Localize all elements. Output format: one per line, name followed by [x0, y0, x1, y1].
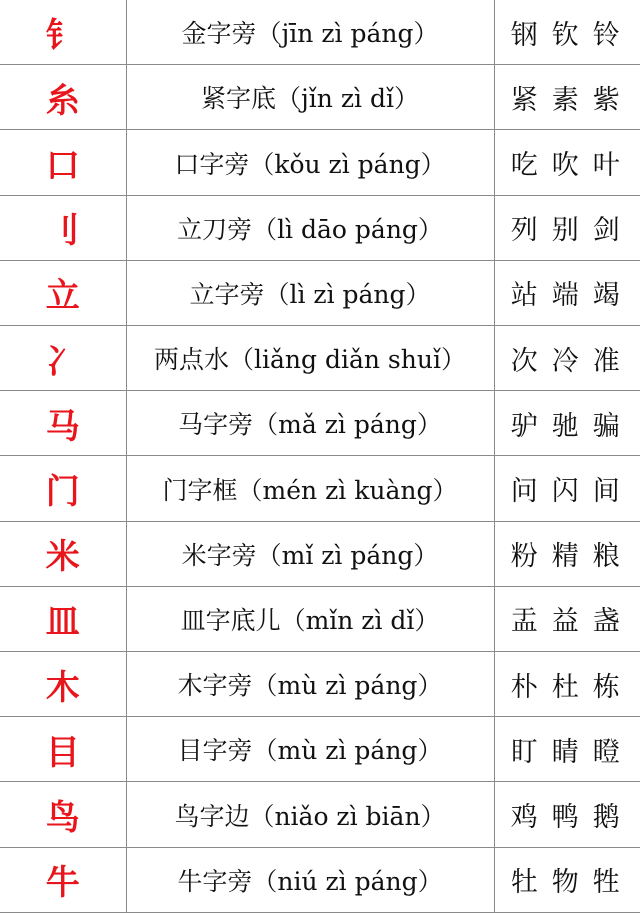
table-row — [0, 521, 640, 586]
table-row — [0, 456, 640, 521]
table-row — [0, 65, 640, 130]
radical-name-cell: 金字旁（jīn zì páng） — [126, 0, 494, 65]
table-row — [0, 652, 640, 717]
radical-name-cell: 立字旁（lì zì páng） — [126, 260, 494, 325]
radical-cell: 鸟 — [0, 782, 126, 847]
example-characters-cell: 紧素紫 — [494, 65, 640, 130]
radical-name-cell: 紧字底（jǐn zì dǐ） — [126, 65, 494, 130]
radical-cell: 门 — [0, 456, 126, 521]
table-row — [0, 0, 640, 65]
radical-cell: 木 — [0, 652, 126, 717]
example-characters-cell: 列别剑 — [494, 195, 640, 260]
example-characters-cell: 盯睛瞪 — [494, 717, 640, 782]
table-row — [0, 326, 640, 391]
radical-name-cell: 两点水（liǎng diǎn shuǐ） — [126, 326, 494, 391]
table-row — [0, 847, 640, 912]
example-characters-cell: 朴杜栋 — [494, 652, 640, 717]
radical-name-cell: 口字旁（kǒu zì páng） — [126, 130, 494, 195]
example-characters-cell: 盂益盏 — [494, 586, 640, 651]
radical-name-cell: 立刀旁（lì dāo páng） — [126, 195, 494, 260]
example-characters-cell: 站端竭 — [494, 260, 640, 325]
radical-cell: 钅 — [0, 0, 126, 65]
example-characters-cell: 驴驰骗 — [494, 391, 640, 456]
radical-name-cell: 目字旁（mù zì páng） — [126, 717, 494, 782]
radical-name-cell: 牛字旁（niú zì páng） — [126, 847, 494, 912]
radical-cell: 口 — [0, 130, 126, 195]
radical-cell: 糸 — [0, 65, 126, 130]
radical-cell: 立 — [0, 260, 126, 325]
radical-name-cell: 木字旁（mù zì páng） — [126, 652, 494, 717]
example-characters-cell: 牡物牲 — [494, 847, 640, 912]
table-row — [0, 391, 640, 456]
radical-name-cell: 门字框（mén zì kuàng） — [126, 456, 494, 521]
radical-cell: 目 — [0, 717, 126, 782]
table-row — [0, 717, 640, 782]
table-row — [0, 260, 640, 325]
radical-cell: 米 — [0, 521, 126, 586]
table-row — [0, 130, 640, 195]
table-row — [0, 195, 640, 260]
example-characters-cell: 次冷准 — [494, 326, 640, 391]
example-characters-cell: 吃吹叶 — [494, 130, 640, 195]
radical-cell: 牛 — [0, 847, 126, 912]
table-row — [0, 782, 640, 847]
radical-cell: 刂 — [0, 195, 126, 260]
example-characters-cell: 问闪间 — [494, 456, 640, 521]
radical-name-cell: 皿字底儿（mǐn zì dǐ） — [126, 586, 494, 651]
radical-name-cell: 鸟字边（niǎo zì biān） — [126, 782, 494, 847]
example-characters-cell: 粉精粮 — [494, 521, 640, 586]
radical-cell: 冫 — [0, 326, 126, 391]
radical-cell: 皿 — [0, 586, 126, 651]
radical-cell: 马 — [0, 391, 126, 456]
example-characters-cell: 鸡鸭鹅 — [494, 782, 640, 847]
table-row — [0, 586, 640, 651]
radical-name-cell: 马字旁（mǎ zì páng） — [126, 391, 494, 456]
example-characters-cell: 钢钦铃 — [494, 0, 640, 65]
radical-name-cell: 米字旁（mǐ zì páng） — [126, 521, 494, 586]
